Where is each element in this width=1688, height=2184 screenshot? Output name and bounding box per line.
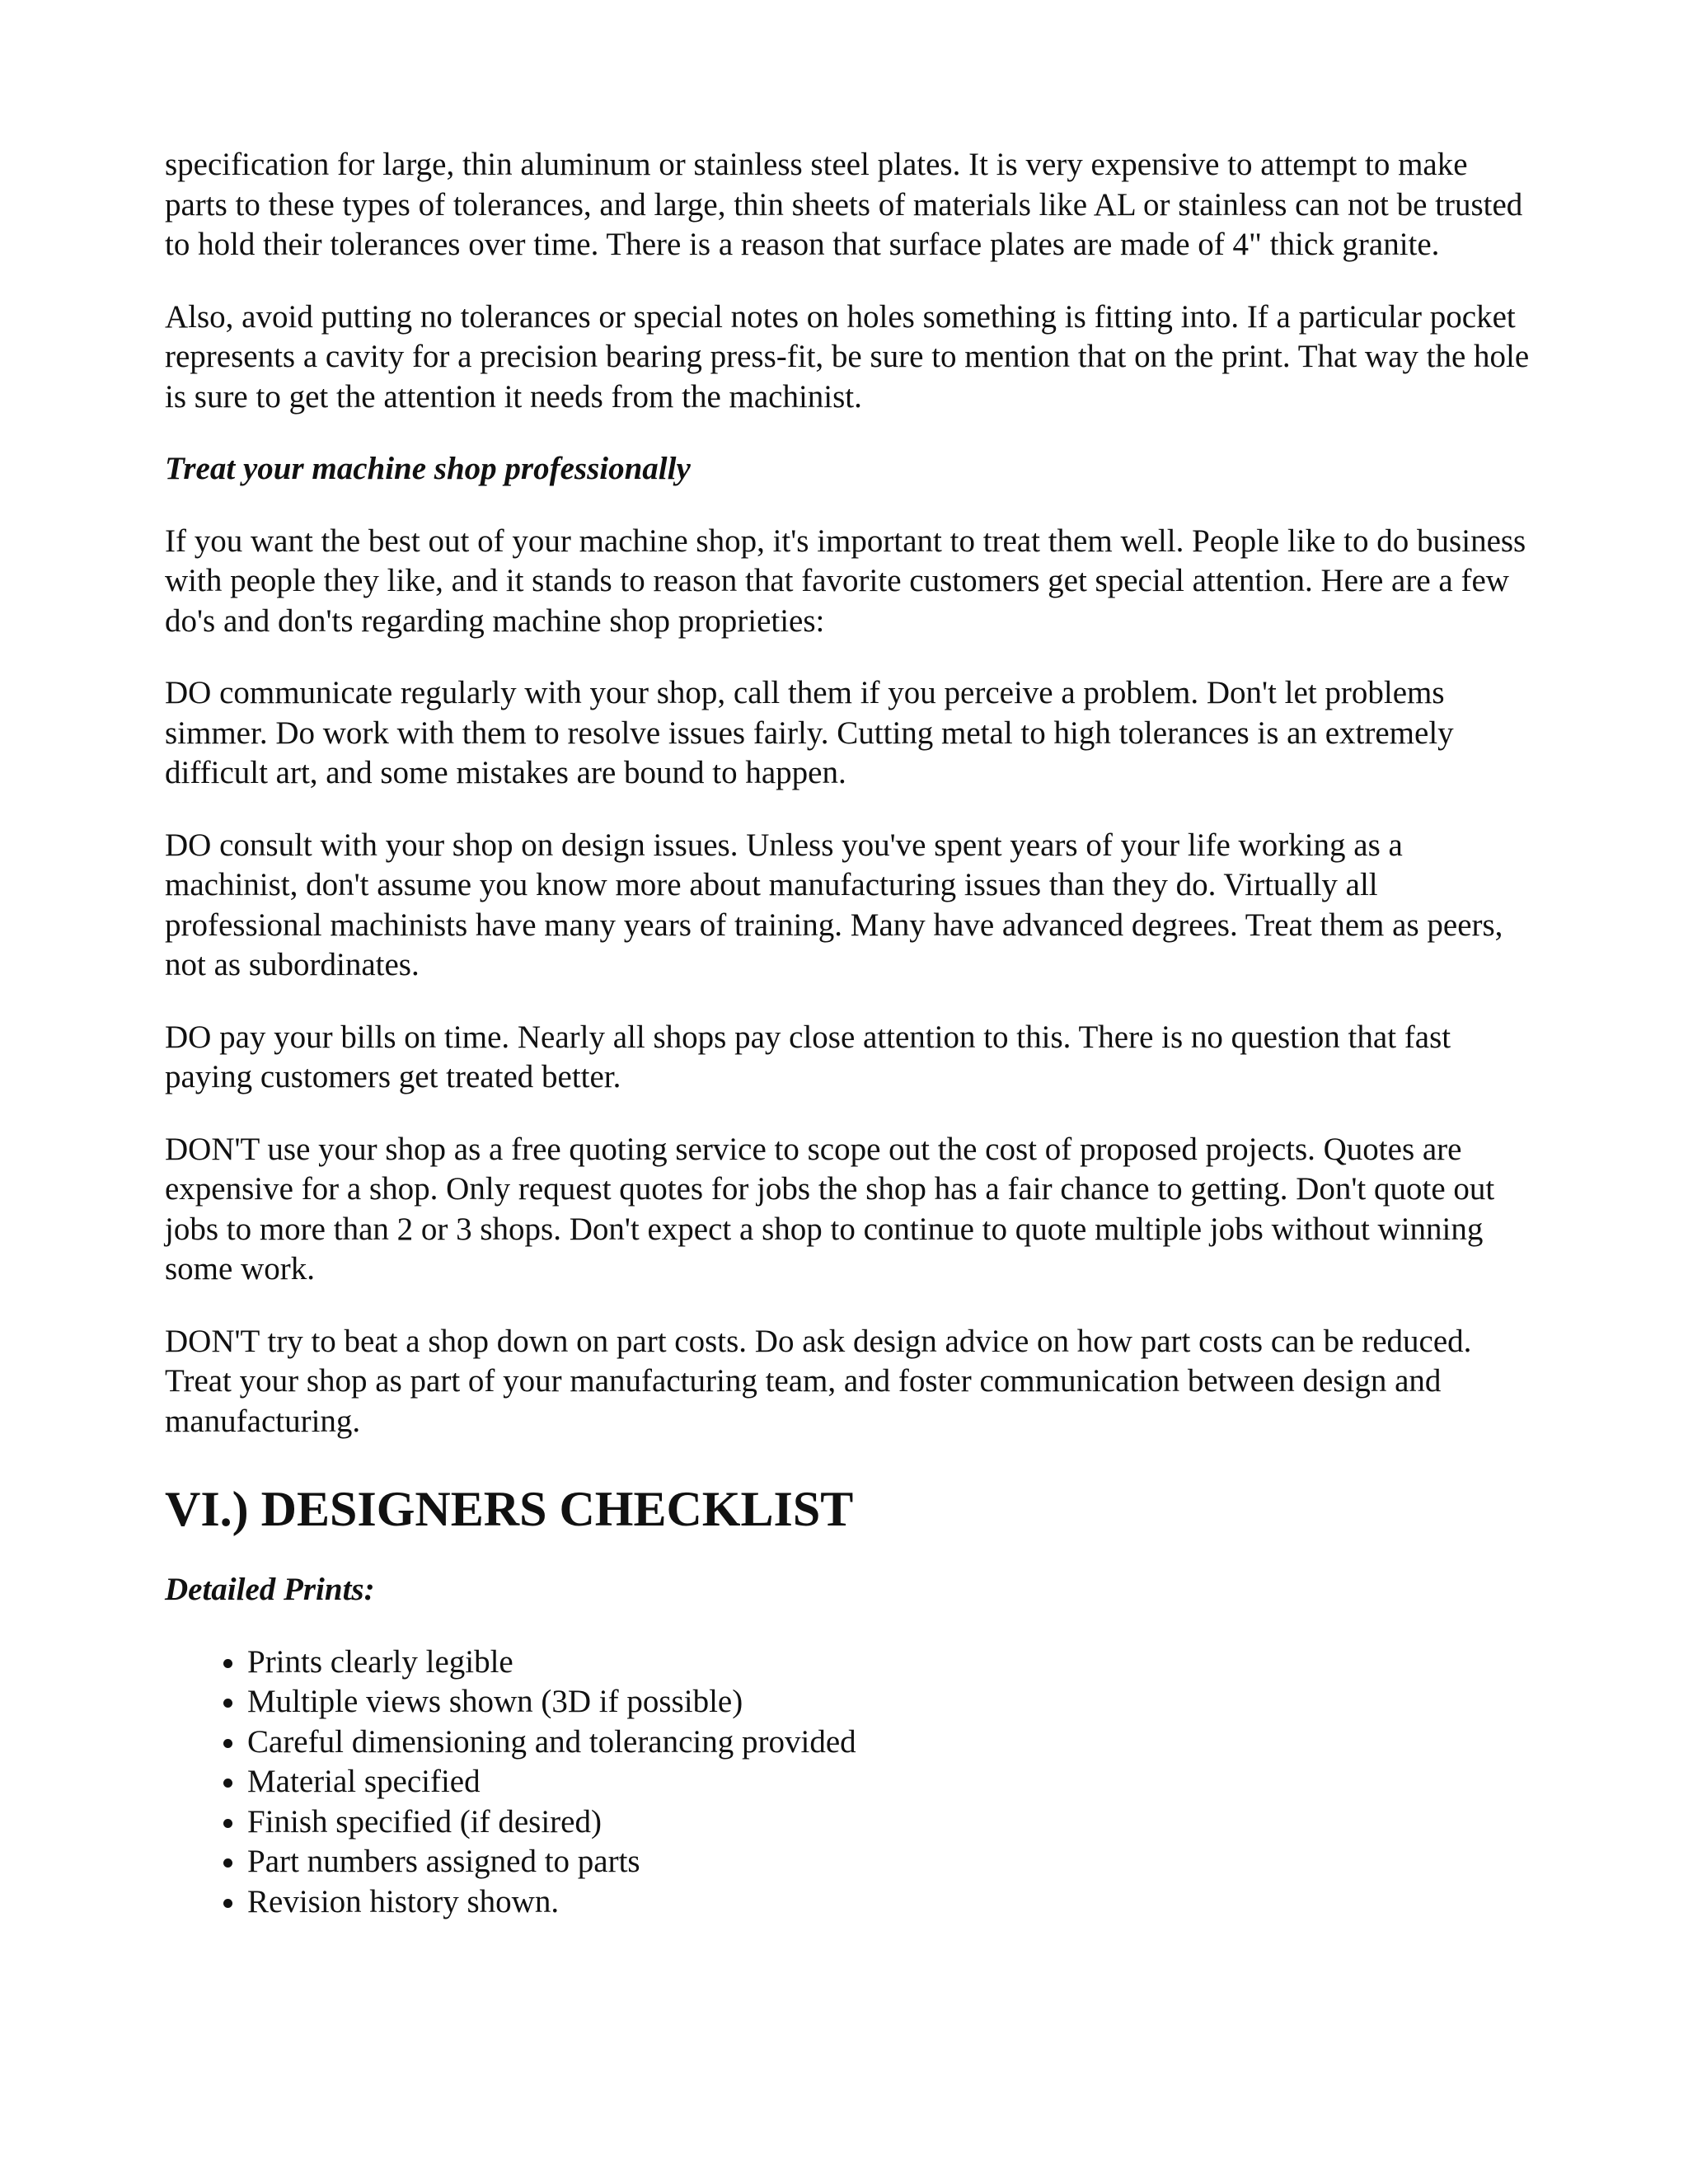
list-item: • Material specified [247,1762,1533,1802]
list-item: • Careful dimensioning and tolerancing provided [247,1722,1533,1763]
list-item: • Revision history shown. [247,1882,1533,1923]
paragraph-dont-quote: DON'T use your shop as a free quoting service to scope out the cost of proposed projects. Quotes are expensive for a shop. Only request quotes for jobs the shop has a fair chance to getting. Don't quote out jobs to more than 2 or 3 shops. Don't expect a shop to continue to quote multiple jobs without winning some work. [165,1131,1495,1286]
list-item: • Multiple views shown (3D if possible) [247,1682,1533,1722]
document-page [165,145,1533,1922]
subheading-treat-shop: Treat your machine shop professionally [165,451,691,486]
paragraph-do-consult: DO consult with your shop on design issues. Unless you've spent years of your life working as a machinist, don't assume you know more about manufacturing issues than they do. Virtually all professional machinists have many years of training. Many have advanced degrees. Treat them as peers, not as subordinates. [165,827,1503,982]
paragraph-do-communicate: DO communicate regularly with your shop, call them if you perceive a problem. Don't let problems simmer. Do work with them to resolve issues fairly. Cutting metal to high tolerances is an extremely difficult art, and some mistakes are bound to happen. [165,675,1454,790]
list-item: • Part numbers assigned to parts [247,1842,1533,1882]
checklist-list [165,1643,1533,1923]
section-title-checklist: VI.) DESIGNERS CHECKLIST [165,1482,854,1536]
paragraph-do-pay: DO pay your bills on time. Nearly all shops pay close attention to this. There is no question that fast paying customers get treated better. [165,1019,1451,1094]
list-item: • Prints clearly legible [247,1643,1533,1683]
paragraph-treat-intro: If you want the best out of your machine shop, it's important to treat them well. People like to do business with people they like, and it stands to reason that favorite customers get special attention. Here are a few do's and don'ts regarding machine shop proprieties: [165,523,1526,639]
paragraph-dont-beat-down: DON'T try to beat a shop down on part costs. Do ask design advice on how part costs can be reduced. Treat your shop as part of your manufacturing team, and foster communication between design and manufacturing. [165,1323,1472,1439]
subheading-detailed-prints: Detailed Prints: [165,1572,375,1607]
paragraph-hole-notes: Also, avoid putting no tolerances or special notes on holes something is fitting into. If a particular pocket represents a cavity for a precision bearing press-fit, be sure to mention that on the print. That way the hole is sure to get the attention it needs from the machinist. [165,298,1530,415]
paragraph-tolerance-plates: specification for large, thin aluminum or stainless steel plates. It is very expensive to attempt to make parts to these types of tolerances, and large, thin sheets of materials like AL or stainless can not be trusted to hold their tolerances over time. There is a reason that surface plates are made of 4" thick granite. [165,147,1523,262]
list-item: • Finish specified (if desired) [247,1802,1533,1843]
